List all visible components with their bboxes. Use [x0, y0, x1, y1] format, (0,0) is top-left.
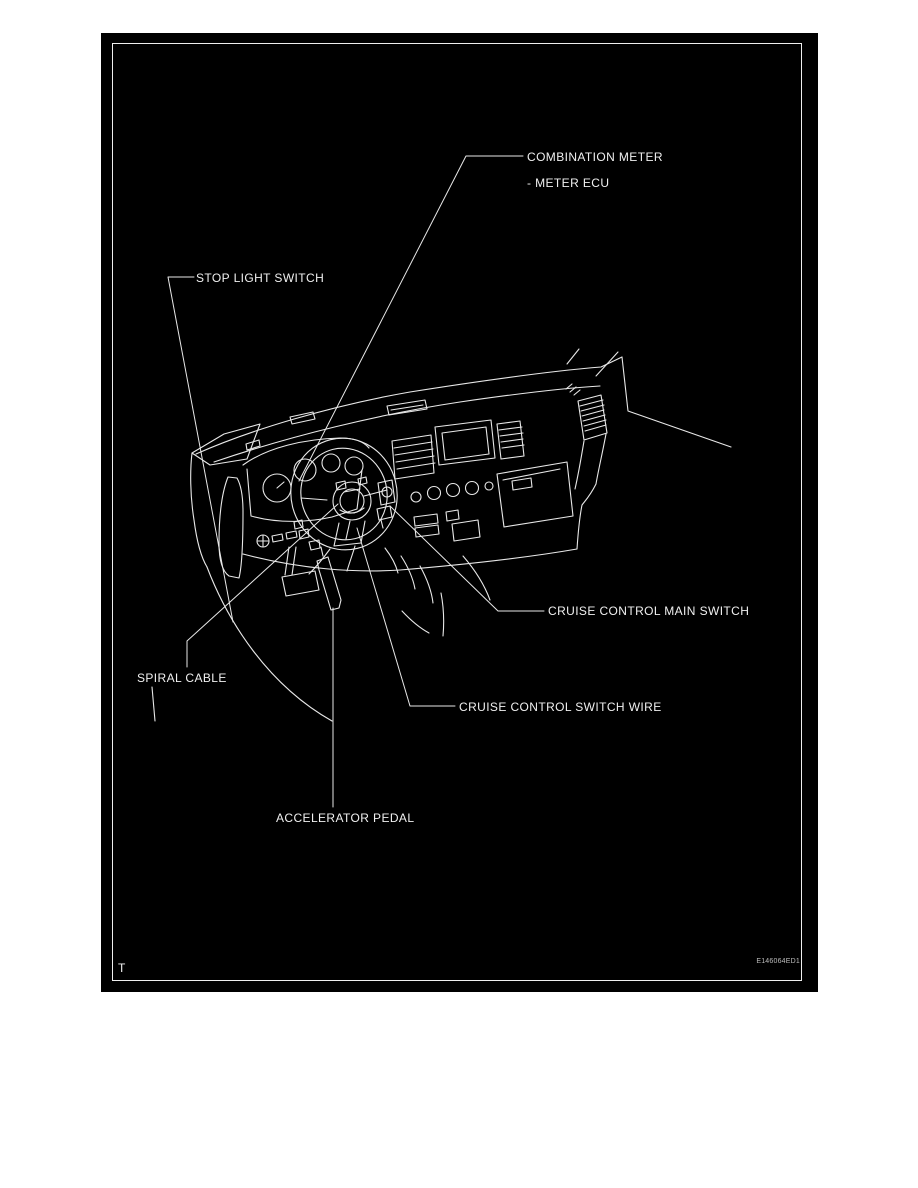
leader-spiral-cable	[187, 504, 338, 667]
accelerator-pedal-part	[317, 547, 341, 610]
label-combination-meter	[527, 150, 663, 190]
label-cruise-control-main-switch: CRUISE CONTROL MAIN SWITCH	[548, 604, 750, 618]
brake-pedal	[282, 571, 319, 596]
spiral-cable-part	[333, 482, 371, 520]
leader-combination-meter	[299, 156, 523, 481]
steering-wheel	[279, 427, 409, 574]
label-cruise-control-switch-wire: CRUISE CONTROL SWITCH WIRE	[459, 700, 662, 714]
label-accelerator-pedal: ACCELERATOR PEDAL	[276, 811, 415, 825]
label-combination-meter-line2: - METER ECU	[527, 176, 610, 190]
pedals	[282, 520, 341, 610]
leader-stop-light-switch	[168, 277, 233, 622]
label-stop-light-switch: STOP LIGHT SWITCH	[196, 271, 325, 285]
figure-code: E146064ED1	[756, 958, 800, 965]
dash-body	[152, 349, 731, 721]
console-contours	[385, 548, 490, 636]
label-combination-meter-line1: COMBINATION METER	[527, 150, 663, 164]
label-spiral-cable: SPIRAL CABLE	[137, 671, 227, 685]
glove-box	[497, 462, 573, 527]
center-stack	[392, 420, 524, 541]
footer-letter: T	[118, 961, 126, 975]
